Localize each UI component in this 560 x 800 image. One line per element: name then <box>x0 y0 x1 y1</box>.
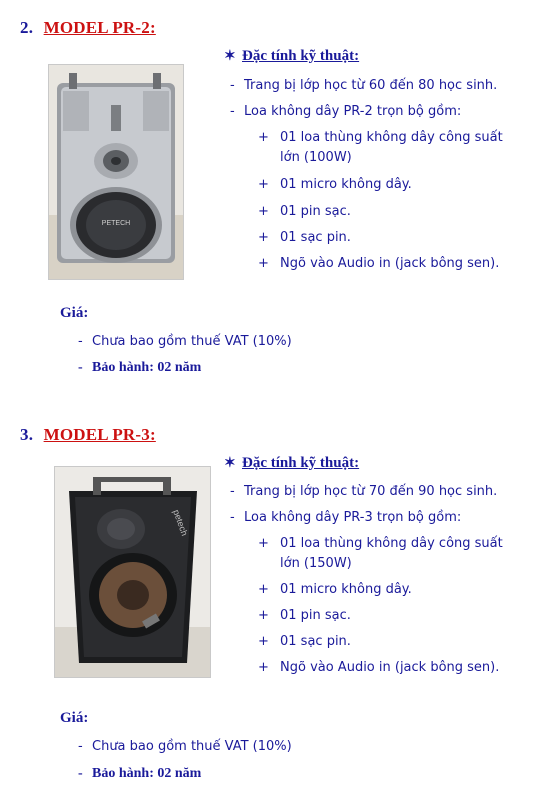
warranty: - Bảo hành: 02 năm <box>78 766 202 781</box>
list-item: + 01 loa thùng không dây công suất <box>258 536 503 551</box>
section-number: 2. <box>20 18 34 37</box>
star-icon: ✶ <box>224 49 236 64</box>
spec-line: - Trang bị lớp học từ 60 đến 80 học sinh. <box>230 78 498 93</box>
list-item: + 01 micro không dây. <box>258 177 412 192</box>
spec-line: - Trang bị lớp học từ 70 đến 90 học sinh. <box>230 484 498 499</box>
list-item: + 01 loa thùng không dây công suất <box>258 130 503 145</box>
section-heading-pr3 <box>20 425 156 445</box>
section-heading-pr2 <box>20 18 156 38</box>
list-item: lớn (150W) <box>280 556 352 571</box>
price-title-pr2: Giá: <box>60 305 89 321</box>
speaker-pr2-image <box>49 65 183 279</box>
product-photo-pr2 <box>48 64 184 280</box>
price-note: - Chưa bao gồm thuế VAT (10%) <box>78 334 292 349</box>
price-note: - Chưa bao gồm thuế VAT (10%) <box>78 739 292 754</box>
brand-label: PETECH <box>101 220 131 227</box>
list-item: + Ngõ vào Audio in (jack bông sen). <box>258 256 500 271</box>
spec-title-pr3: ✶ Đặc tính kỹ thuật: <box>224 455 360 471</box>
model-title: MODEL PR-3: <box>43 425 156 444</box>
list-item: + 01 pin sạc. <box>258 204 351 219</box>
list-item: lớn (100W) <box>280 150 352 165</box>
list-item: + Ngõ vào Audio in (jack bông sen). <box>258 660 500 675</box>
price-title-pr3: Giá: <box>60 710 89 726</box>
brand-label: petech <box>171 508 190 538</box>
spec-line: - Loa không dây PR-2 trọn bộ gồm: <box>230 104 462 119</box>
list-item: + 01 micro không dây. <box>258 582 412 597</box>
product-photo-pr3 <box>54 466 211 678</box>
spec-title-pr2: ✶ Đặc tính kỹ thuật: <box>224 48 360 64</box>
speaker-pr3-image <box>55 467 210 677</box>
list-item: + 01 sạc pin. <box>258 634 351 649</box>
warranty: - Bảo hành: 02 năm <box>78 360 202 375</box>
star-icon: ✶ <box>224 456 236 471</box>
spec-line: - Loa không dây PR-3 trọn bộ gồm: <box>230 510 462 525</box>
list-item: + 01 pin sạc. <box>258 608 351 623</box>
list-item: + 01 sạc pin. <box>258 230 351 245</box>
model-title: MODEL PR-2: <box>43 18 156 37</box>
section-number: 3. <box>20 425 34 444</box>
